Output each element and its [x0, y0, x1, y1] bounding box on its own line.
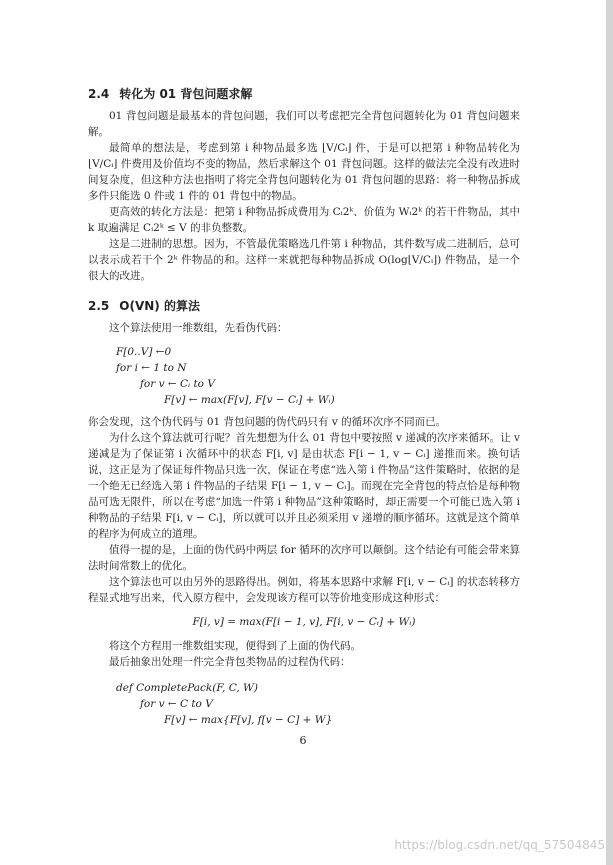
paragraph: 01 背包问题是最基本的背包问题，我们可以考虑把完全背包问题转化为 01 背包问题来解。 — [88, 110, 520, 138]
page-content — [88, 80, 520, 728]
pseudocode-block-2 — [88, 680, 520, 728]
section-title: O(VN) 的算法 — [119, 299, 200, 313]
paragraph: 最简单的想法是，考虑到第 i 种物品最多选 ⌊V/Cᵢ⌋ 件，于是可以把第 i 种物品转化为 ⌊V/Cᵢ⌋ 件费用及价值均不变的物品，然后求解这个 01 背包问题。这样的做法完全没有改进时间复杂度，但这种方法也指明了将完全背包问题转化为 01 背包问题的思路：将一种物品拆成多件只能选 0 件或 1 件的 01 背包中的物品。 — [88, 142, 520, 202]
paragraph: 你会发现，这个伪代码与 01 背包问题的伪代码只有 v 的循环次序不同而已。 — [88, 416, 447, 428]
code-line: for i ← 1 to N — [116, 362, 187, 374]
paragraph: 将这个方程用一维数组实现，便得到了上面的伪代码。 — [109, 640, 361, 652]
section-number: 2.5 — [88, 299, 110, 313]
page-number: 6 — [299, 734, 307, 747]
paragraph: 值得一提的是，上面的伪代码中两层 for 循环的次序可以颠倒。这个结论有可能会带来算法时间常数上的优化。 — [88, 544, 520, 572]
code-line: for v ← C to V — [140, 698, 213, 710]
section-title: 转化为 01 背包问题求解 — [119, 87, 253, 101]
code-line: def CompletePack(F, C, W) — [116, 682, 258, 694]
paragraph: 这是二进制的思想。因为，不管最优策略选几件第 i 种物品，其件数写成二进制后，总可以表示成若干个 2ᵏ 件物品的和。这样一来就把每种物品拆成 O(log⌊V/Cᵢ⌋) 件物品，是一个很大的改进。 — [88, 238, 520, 282]
code-line: F[0..V] ←0 — [116, 346, 172, 358]
pseudocode-block — [88, 344, 520, 408]
paragraph: 这个算法也可以由另外的思路得出。例如，将基本思路中求解 F[i, v − Cᵢ] 的状态转移方程显式地写出来，代入原方程中，会发现该方程可以等价地变形成这种形式： — [88, 576, 520, 604]
code-line: for v ← Cᵢ to V — [140, 378, 215, 390]
equation: F[i, v] = max(F[i − 1, v], F[i, v − Cᵢ] + Wᵢ) — [192, 616, 416, 628]
paragraph: 这个算法使用一维数组，先看伪代码： — [109, 322, 288, 334]
section-heading-2-5 — [88, 298, 520, 314]
paragraph: 为什么这个算法就可行呢？首先想想为什么 01 背包中要按照 v 递减的次序来循环。让 v 递减是为了保证第 i 次循环中的状态 F[i, v] 是由状态 F[i − 1, v − Cᵢ] 递推而来。换句话说，这正是为了保证每件物品只选一次，保证在考虑“选入第 i 件物品”这件策略时，依据的是一个绝无已经选入第 i 件物品的子结果 F[i − 1, v − Cᵢ]。而现在完全背包的特点恰是每种物品可选无限件，所以在考虑“加选一件第 i 种物品”这种策略时，却正需要一个可能已选入第 i 种物品的子结果 F[i, v − Cᵢ]，所以就可以并且必须采用 v 递增的顺序循环。这就是这个简单的程序为何成立的道理。 — [88, 432, 520, 540]
code-line: F[v] ← max{F[v], f[v − C] + W} — [164, 714, 333, 726]
section-heading-2-4 — [88, 86, 520, 102]
watermark-text: https://blog.csdn.net/qq_57504845 — [394, 838, 605, 852]
code-line: F[v] ← max(F[v], F[v − Cᵢ] + Wᵢ) — [164, 394, 335, 406]
paragraph: 最后抽象出处理一件完全背包类物品的过程伪代码： — [109, 656, 351, 668]
page-shadow — [606, 0, 613, 865]
section-number: 2.4 — [88, 87, 110, 101]
paragraph: 更高效的转化方法是：把第 i 种物品拆成费用为 Cᵢ2ᵏ、价值为 Wᵢ2ᵏ 的若干件物品，其中 k 取遍满足 Cᵢ2ᵏ ≤ V 的非负整数。 — [88, 206, 520, 234]
